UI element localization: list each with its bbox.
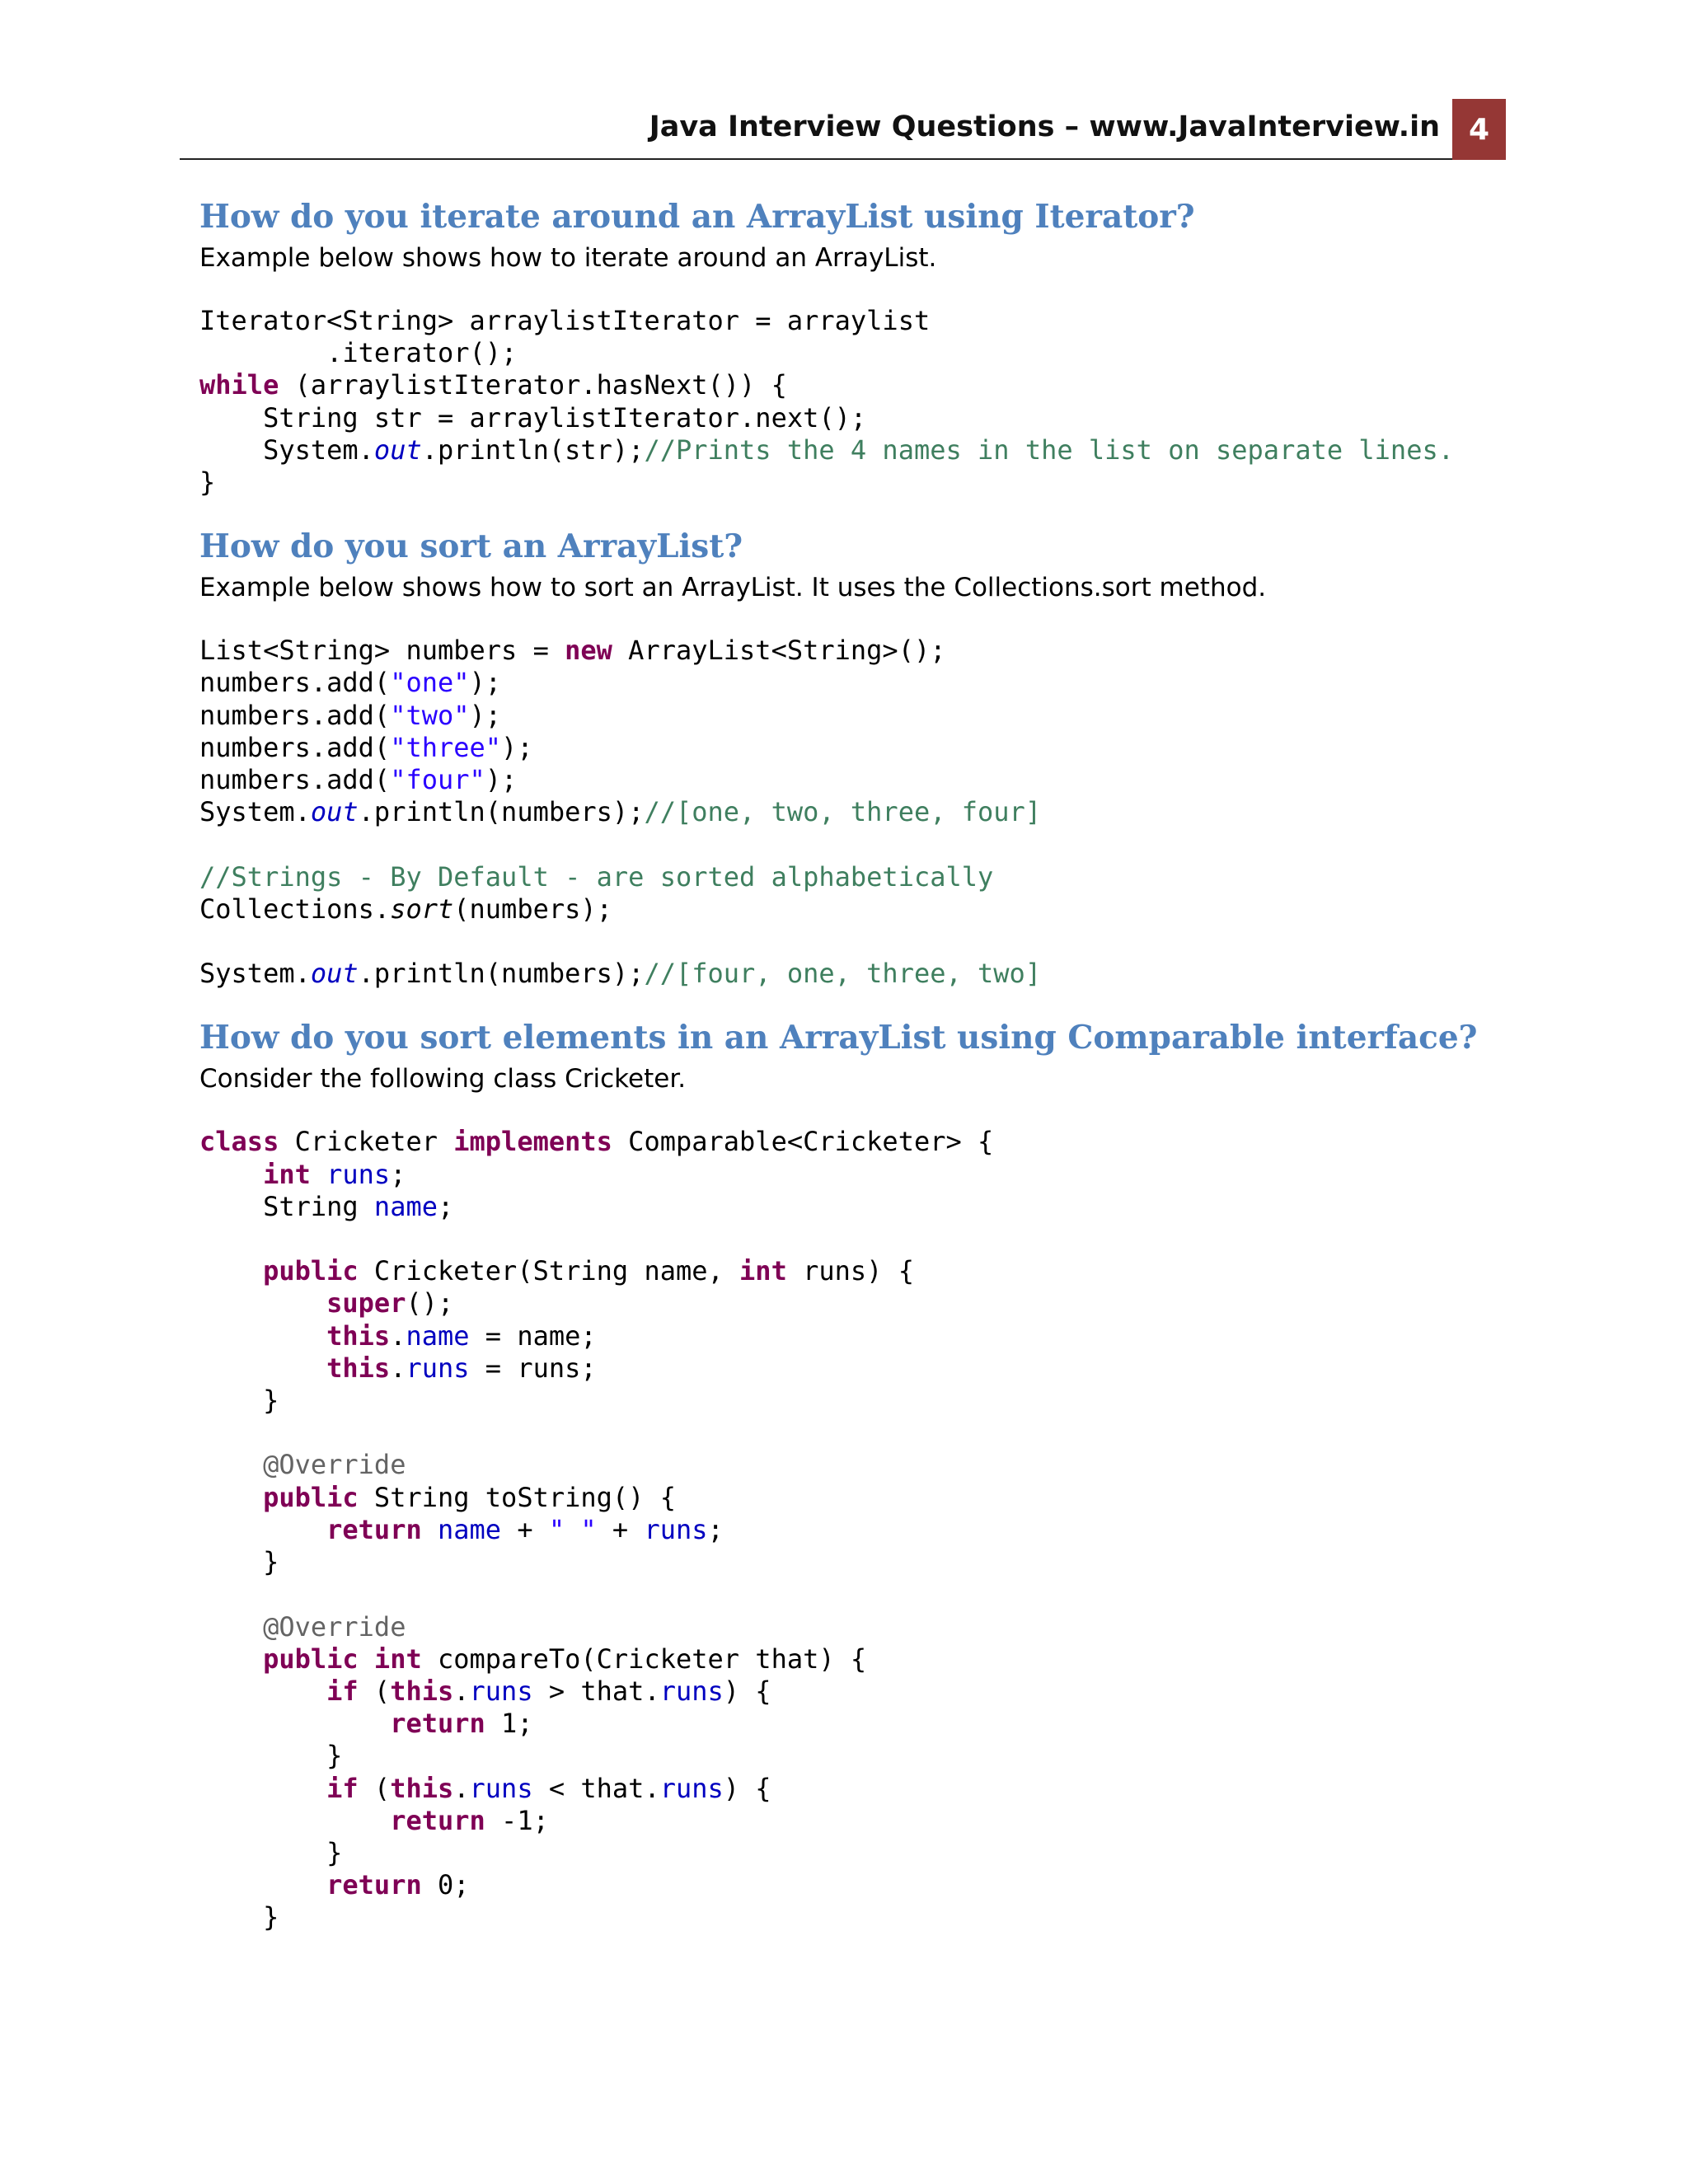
- section-heading: How do you sort an ArrayList?: [199, 527, 743, 566]
- page-number: 4: [1452, 99, 1506, 160]
- section-iterator: [199, 194, 1502, 499]
- section-heading: How do you iterate around an ArrayList using Iterator?: [199, 198, 1195, 236]
- section-intro: Consider the following class Cricketer.: [199, 1064, 687, 1094]
- header-title: Java Interview Questions – www.JavaInterview.in: [649, 110, 1440, 143]
- document-content: [199, 194, 1502, 1934]
- section-intro: Example below shows how to iterate around an ArrayList.: [199, 243, 937, 273]
- code-block: class Cricketer implements Comparable<Cricketer> { int runs; String name; public Cricketer(String name, int runs) { super(); this.name = name; this.runs = runs; } @Override public String toString() { return name + " " + runs; } @Override public int compareTo(Cricketer that) { if (this.runs > that.runs) { return 1; } if (this.runs < that.runs) { return -1; } return 0; }: [199, 1126, 994, 1933]
- section-comparable: [199, 1015, 1502, 1933]
- section-intro: Example below shows how to sort an ArrayList. It uses the Collections.sort method.: [199, 573, 1267, 603]
- page-header: [180, 99, 1506, 160]
- code-block: Iterator<String> arraylistIterator = arraylist .iterator(); while (arraylistIterator.hasNext()) { String str = arraylistIterator.next(); System.out.println(str);//Prints the 4 names in the list on separate lines. }: [199, 305, 1454, 499]
- header-rule: [180, 158, 1452, 160]
- section-sort: [199, 523, 1502, 990]
- section-heading: How do you sort elements in an ArrayList using Comparable interface?: [199, 1019, 1478, 1057]
- code-block: List<String> numbers = new ArrayList<String>(); numbers.add("one"); numbers.add("two"); numbers.add("three"); numbers.add("four"); System.out.println(numbers);//[one, two, three, four] //Strings - By Default - are sorted alphabetically Collections.sort(numbers); System.out.println(numbers);//[four, one, three, two]: [199, 635, 1042, 990]
